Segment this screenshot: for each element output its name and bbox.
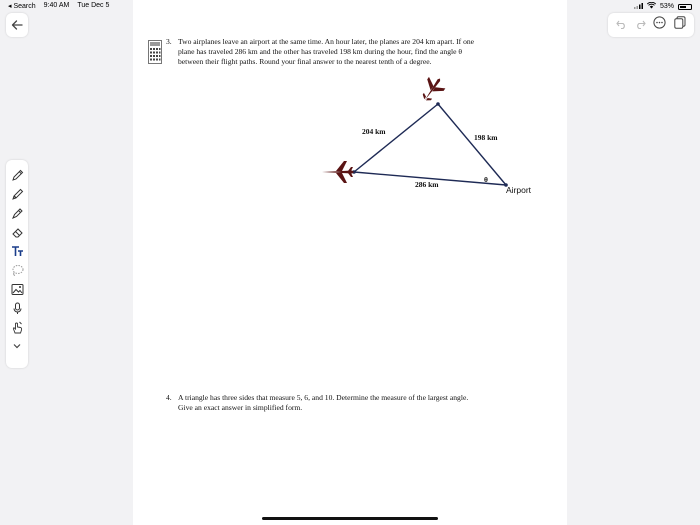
side-right <box>438 104 506 185</box>
status-time: 9:40 AM <box>43 2 70 9</box>
lasso-icon <box>11 264 24 277</box>
hand-pointer-icon <box>11 321 24 334</box>
pen-tool[interactable] <box>10 168 24 182</box>
arrow-left-icon <box>11 20 23 30</box>
more-icon <box>653 16 666 29</box>
airplane-left-icon <box>322 161 354 183</box>
problem-3 <box>166 37 526 67</box>
pages-button[interactable] <box>674 16 686 34</box>
eraser-tool[interactable] <box>10 225 24 239</box>
undo-icon <box>616 20 627 29</box>
vertex-dot <box>436 102 440 106</box>
redo-button[interactable] <box>635 16 646 34</box>
problem-3-line: plane has traveled 286 km and the other has traveled 198 km during the hour, find the angle θ <box>178 47 463 56</box>
redo-icon <box>635 20 646 29</box>
pages-icon <box>674 16 686 29</box>
wifi-icon <box>647 2 656 11</box>
pen-icon <box>11 169 24 182</box>
marker-icon <box>11 188 24 201</box>
problem-4 <box>166 393 526 413</box>
problem-4-number: 4. <box>166 393 172 402</box>
problem-4-line: Give an exact answer in simplified form. <box>178 403 303 412</box>
battery-percent: 53% <box>659 3 674 10</box>
top-right-toolbar <box>608 13 694 37</box>
image-icon <box>11 283 24 296</box>
microphone-icon <box>11 302 24 315</box>
lasso-tool[interactable] <box>10 263 24 277</box>
microphone-tool[interactable] <box>10 301 24 315</box>
problem-3-line: Two airplanes leave an airport at the same time. An hour later, the planes are 204 km apart. If one <box>178 37 475 46</box>
home-indicator[interactable] <box>262 517 438 520</box>
side-top-left <box>354 104 438 172</box>
signal-icon <box>634 3 643 11</box>
angle-theta-label: θ <box>484 175 488 184</box>
back-to-app-link[interactable]: ◂ Search <box>8 3 36 10</box>
undo-button[interactable] <box>616 16 627 34</box>
markup-toolbar <box>6 160 28 368</box>
problem-3-line: between their flight paths. Round your final answer to the nearest tenth of a degree. <box>178 57 432 66</box>
image-tool[interactable] <box>10 282 24 296</box>
triangle-diagram <box>320 72 550 202</box>
marker-tool[interactable] <box>10 187 24 201</box>
battery-icon <box>678 4 692 10</box>
chevron-down-icon <box>12 342 22 350</box>
eraser-icon <box>11 226 24 239</box>
problem-3-number: 3. <box>166 37 172 46</box>
collapse-toolbar-button[interactable] <box>10 339 24 353</box>
pointer-tool[interactable] <box>10 320 24 334</box>
airport-label: Airport <box>506 185 532 195</box>
text-tool[interactable] <box>10 244 24 258</box>
highlighter-icon <box>11 207 24 220</box>
label-286-km: 286 km <box>415 180 439 189</box>
highlighter-tool[interactable] <box>10 206 24 220</box>
calculator-icon <box>148 40 162 64</box>
more-options-button[interactable] <box>653 16 666 34</box>
problem-4-line: A triangle has three sides that measure 5, 6, and 10. Determine the measure of the largest angle. <box>178 393 469 402</box>
text-icon <box>11 245 24 258</box>
back-button[interactable] <box>6 13 28 37</box>
status-date: Tue Dec 5 <box>77 2 110 9</box>
label-198-km: 198 km <box>474 133 498 142</box>
label-204-km: 204 km <box>362 127 386 136</box>
airplane-top-icon <box>416 73 448 107</box>
